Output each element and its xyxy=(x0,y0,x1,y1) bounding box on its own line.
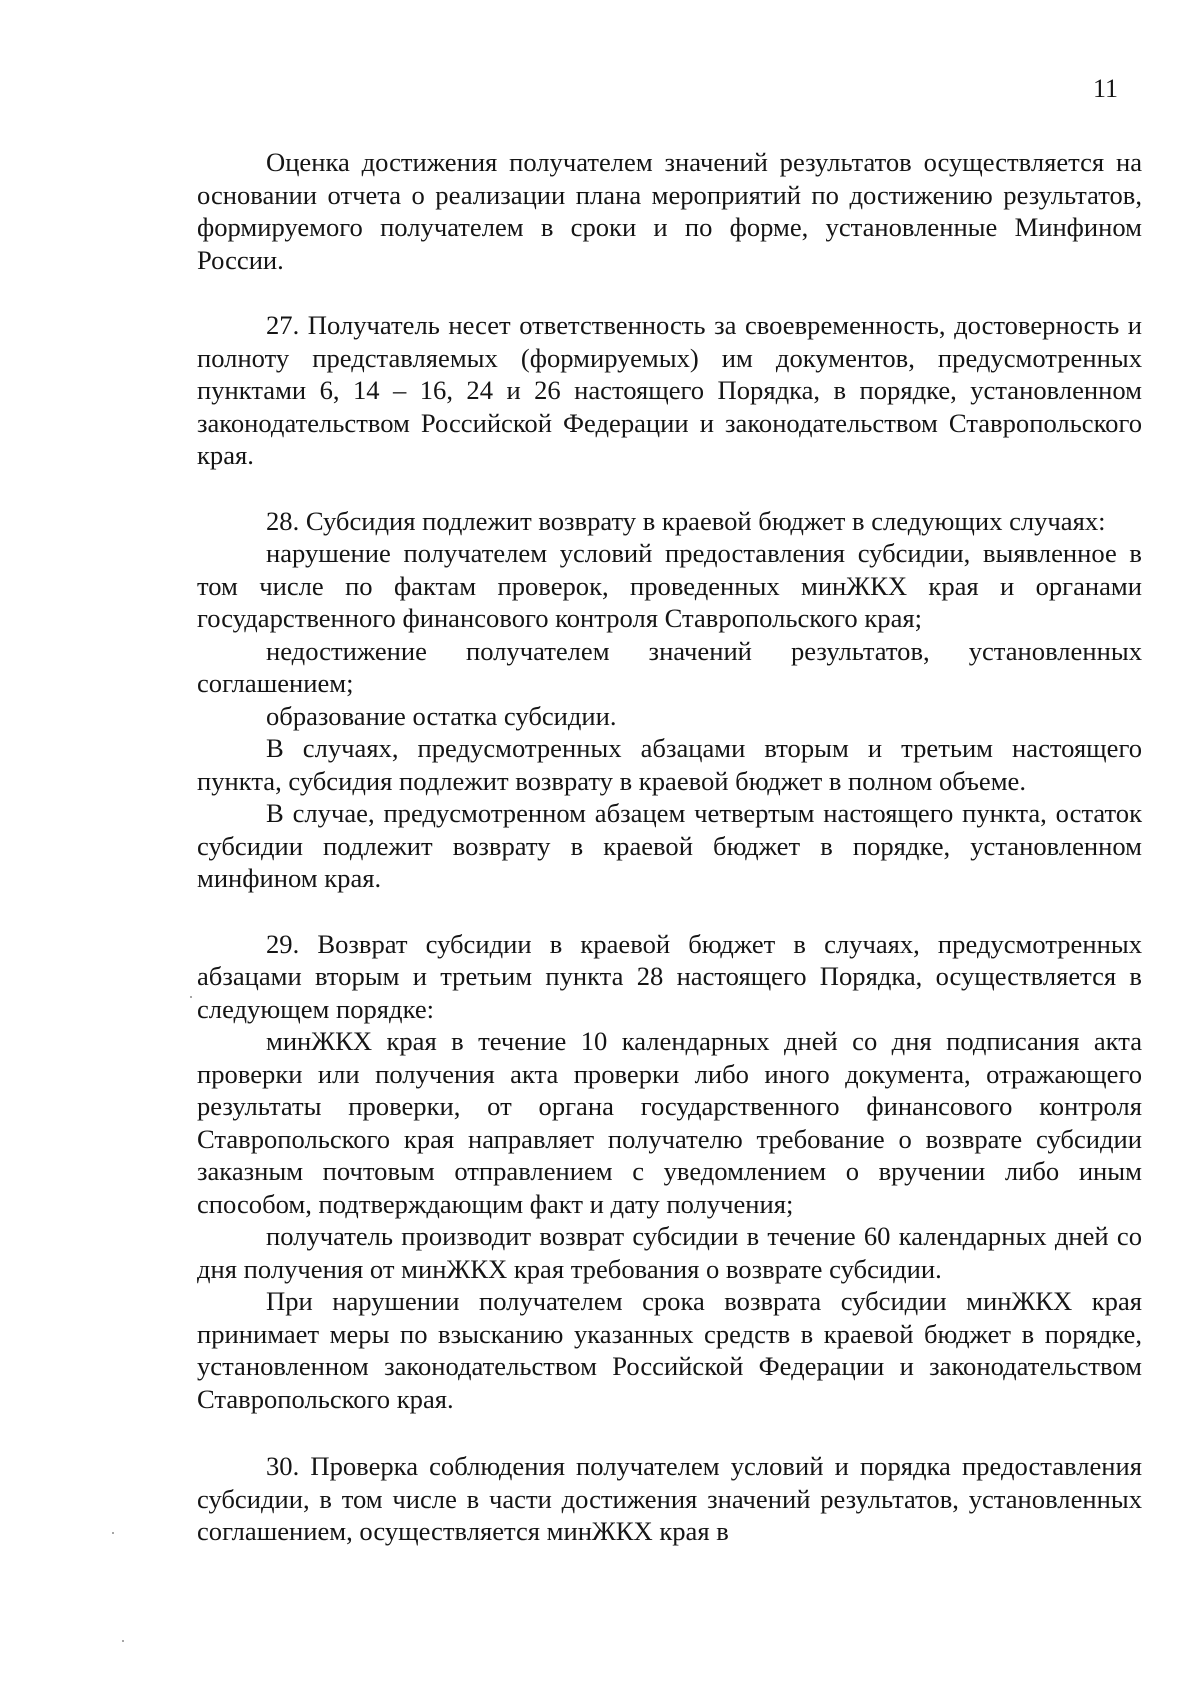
paragraph-28: 28. Субсидия подлежит возврату в краевой бюджет в следующих случаях: xyxy=(266,505,1106,536)
scan-speck xyxy=(112,1532,114,1534)
scan-speck xyxy=(122,1640,124,1642)
document-body xyxy=(197,146,1142,1548)
page-number: 11 xyxy=(1093,74,1119,103)
scan-speck xyxy=(190,996,192,998)
paragraph-29-clause-4: При нарушении получателем срока возврата субсидии минЖКХ края принимает меры по взысканию указанных средств в краевой бюджет в порядке, установленном законодательством Российской Федерации и законодательством Ставропольского края. xyxy=(197,1286,1142,1414)
paragraph-results-assessment: Оценка достижения получателем значений результатов осуществляется на основании отчета о реализации плана мероприятий по достижению результатов, формируемого получателем в сроки и по форме, установленные Минфином России. xyxy=(197,147,1142,275)
paragraph-29: 29. Возврат субсидии в краевой бюджет в случаях, предусмотренных абзацами вторым и третьим пункта 28 настоящего Порядка, осуществляется в следующем порядке: xyxy=(197,928,1142,1024)
paragraph-28-clause-6: В случае, предусмотренном абзацем четвертым настоящего пункта, остаток субсидии подлежит возврату в краевой бюджет в порядке, установленном минфином края. xyxy=(197,798,1142,893)
paragraph-27: 27. Получатель несет ответственность за своевременность, достоверность и полноту представляемых (формируемых) им документов, предусмотренных пунктами 6, 14 – 16, 24 и 26 настоящего Порядка, в порядке, установленном законодательством Российской Федерации и законодательством Ставропольского края. xyxy=(197,310,1142,470)
paragraph-28-clause-2: нарушение получателем условий предоставления субсидии, выявленное в том числе по фактам проверок, проведенных минЖКХ края и органами государственного финансового контроля Ставропольского края; xyxy=(197,538,1142,633)
paragraph-29-clause-3: получатель производит возврат субсидии в течение 60 календарных дней со дня получения от минЖКХ края требования о возврате субсидии. xyxy=(197,1221,1142,1284)
paragraph-28-clause-5: В случаях, предусмотренных абзацами вторым и третьим настоящего пункта, субсидия подлежит возврату в краевой бюджет в полном объеме. xyxy=(197,733,1142,796)
paragraph-30: 30. Проверка соблюдения получателем условий и порядка предоставления субсидии, в том числе в части достижения значений результатов, установленных соглашением, осуществляется минЖКХ края в xyxy=(197,1451,1142,1546)
paragraph-29-clause-2: минЖКХ края в течение 10 календарных дней со дня подписания акта проверки или получения акта проверки либо иного документа, отражающего результаты проверки, от органа государственного финансового контроля Ставропольского края направляет получателю требование о возврате субсидии заказным почтовым отправлением с уведомлением о вручении либо иным способом, подтверждающим факт и дату получения; xyxy=(197,1026,1142,1219)
paragraph-28-clause-4: образование остатка субсидии. xyxy=(266,700,617,731)
paragraph-28-clause-3: недостижение получателем значений результатов, установленных соглашением; xyxy=(197,635,1142,698)
